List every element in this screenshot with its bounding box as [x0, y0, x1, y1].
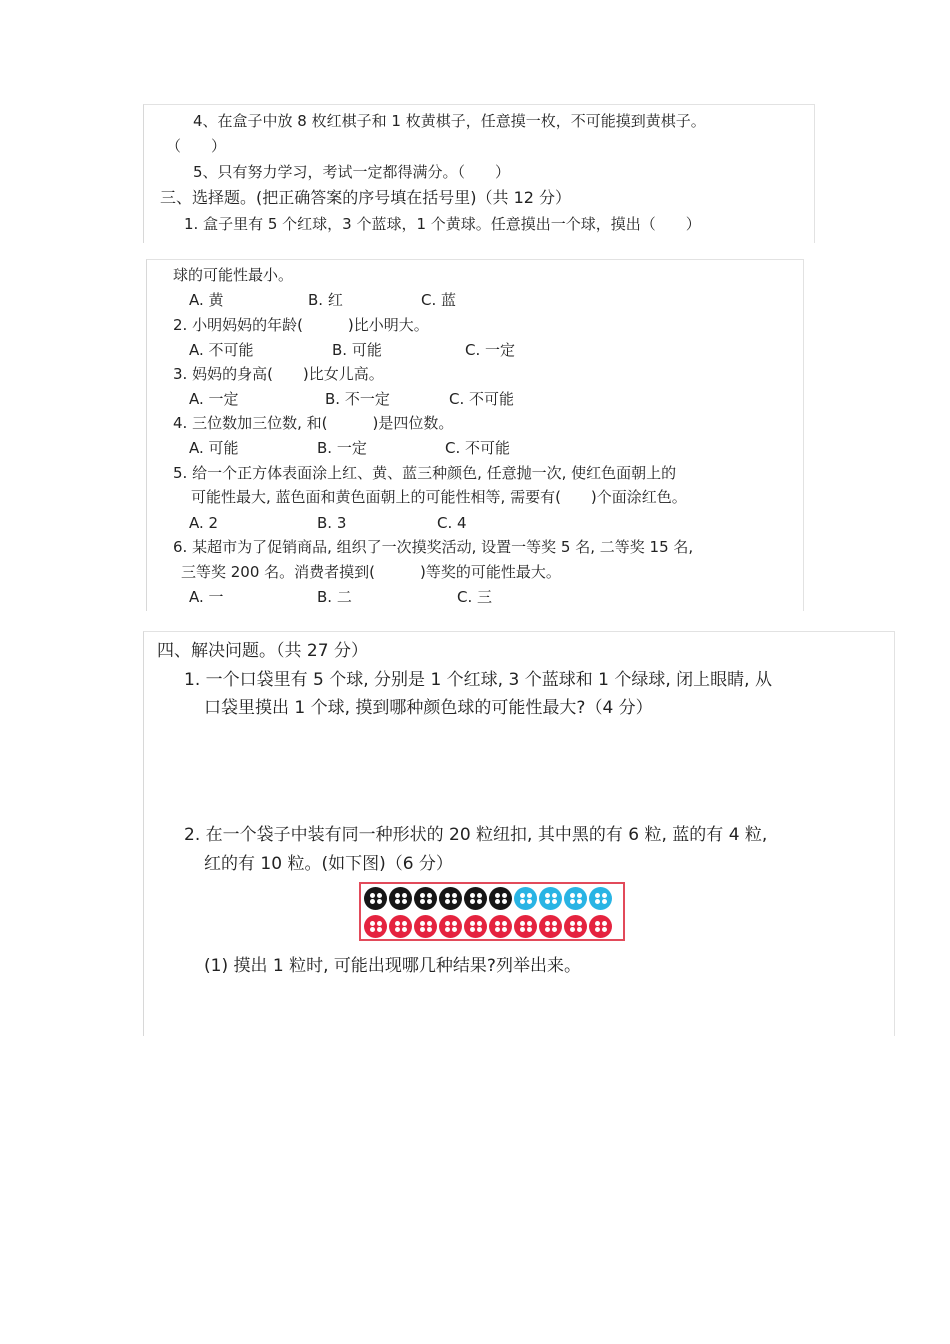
choice-panel — [146, 259, 804, 611]
red-button-icon — [589, 915, 612, 938]
blue-button-icon — [514, 887, 537, 910]
choice-q6-option-b: B. 二 — [317, 588, 352, 606]
choice-q3-option-a: A. 一定 — [189, 390, 239, 408]
choice-q4-option-b: B. 一定 — [317, 439, 367, 457]
tf-question-5: 5、只有努力学习，考试一定都得满分。（ ） — [193, 163, 511, 181]
choice-q2-option-b: B. 可能 — [332, 341, 382, 359]
choice-q3-option-c: C. 不可能 — [449, 390, 515, 408]
choice-q1-option-a: A. 黄 — [189, 291, 224, 309]
red-button-icon — [439, 915, 462, 938]
black-button-icon — [364, 887, 387, 910]
red-button-icon — [514, 915, 537, 938]
choice-q5-option-b: B. 3 — [317, 514, 347, 532]
choice-question-5-line-1: 5. 给一个正方体表面涂上红、黄、蓝三种颜色, 任意抛一次, 使红色面朝上的 — [173, 464, 677, 482]
tf-question-4-answer-blank: （ ） — [166, 137, 227, 155]
choice-question-3: 3. 妈妈的身高( )比女儿高。 — [173, 365, 384, 383]
choice-q6-option-c: C. 三 — [457, 588, 493, 606]
buttons-row-bottom — [364, 915, 612, 938]
choice-q1-option-b: B. 红 — [308, 291, 343, 309]
solve-question-1-line-1: 1. 一个口袋里有 5 个球, 分别是 1 个红球, 3 个蓝球和 1 个绿球, 闭上眼睛, 从 — [184, 670, 772, 690]
red-button-icon — [464, 915, 487, 938]
red-button-icon — [364, 915, 387, 938]
black-button-icon — [414, 887, 437, 910]
problem-solving-panel — [143, 631, 895, 1036]
solve-question-1-line-2: 口袋里摸出 1 个球, 摸到哪种颜色球的可能性最大?（4 分） — [204, 698, 653, 718]
choice-question-5-line-2: 可能性最大, 蓝色面和黄色面朝上的可能性相等, 需要有( )个面涂红色。 — [191, 488, 687, 506]
blue-button-icon — [539, 887, 562, 910]
choice-question-2: 2. 小明妈妈的年龄( )比小明大。 — [173, 316, 429, 334]
solve-question-2-sub-1: (1) 摸出 1 粒时, 可能出现哪几种结果?列举出来。 — [204, 956, 581, 976]
choice-q2-option-c: C. 一定 — [465, 341, 516, 359]
choice-section-heading: 三、选择题。(把正确答案的序号填在括号里)（共 12 分） — [160, 188, 572, 207]
choice-q5-option-a: A. 2 — [189, 514, 219, 532]
choice-q2-option-a: A. 不可能 — [189, 341, 254, 359]
black-button-icon — [464, 887, 487, 910]
choice-q1-option-c: C. 蓝 — [421, 291, 457, 309]
choice-q3-option-b: B. 不一定 — [325, 390, 390, 408]
choice-question-1-line-2: 球的可能性最小。 — [173, 266, 294, 284]
choice-q4-option-c: C. 不可能 — [445, 439, 511, 457]
solve-question-2-line-2: 红的有 10 粒。(如下图)（6 分） — [204, 854, 453, 874]
buttons-row-top — [364, 887, 612, 910]
blue-button-icon — [564, 887, 587, 910]
solve-question-2-line-1: 2. 在一个袋子中装有同一种形状的 20 粒纽扣, 其中黑的有 6 粒, 蓝的有 4 粒, — [184, 825, 768, 845]
black-button-icon — [489, 887, 512, 910]
choice-question-4: 4. 三位数加三位数, 和( )是四位数。 — [173, 414, 454, 432]
red-button-icon — [539, 915, 562, 938]
black-button-icon — [389, 887, 412, 910]
choice-q6-option-a: A. 一 — [189, 588, 224, 606]
choice-question-6-line-1: 6. 某超市为了促销商品, 组织了一次摸奖活动, 设置一等奖 5 名, 二等奖 15 名, — [173, 538, 694, 556]
buttons-figure — [359, 882, 625, 941]
choice-question-1-line-1: 1. 盒子里有 5 个红球，3 个蓝球，1 个黄球。任意摸出一个球，摸出（ ） — [184, 215, 701, 233]
red-button-icon — [564, 915, 587, 938]
black-button-icon — [439, 887, 462, 910]
red-button-icon — [489, 915, 512, 938]
tf-question-4: 4、在盒子中放 8 枚红棋子和 1 枚黄棋子，任意摸一枚，不可能摸到黄棋子。 — [193, 112, 706, 130]
red-button-icon — [414, 915, 437, 938]
red-button-icon — [389, 915, 412, 938]
blue-button-icon — [589, 887, 612, 910]
solve-section-heading: 四、解决问题。（共 27 分） — [157, 641, 368, 661]
choice-q4-option-a: A. 可能 — [189, 439, 239, 457]
true-false-panel — [143, 104, 815, 243]
choice-question-6-line-2: 三等奖 200 名。消费者摸到( )等奖的可能性最大。 — [181, 563, 561, 581]
choice-q5-option-c: C. 4 — [437, 514, 467, 532]
